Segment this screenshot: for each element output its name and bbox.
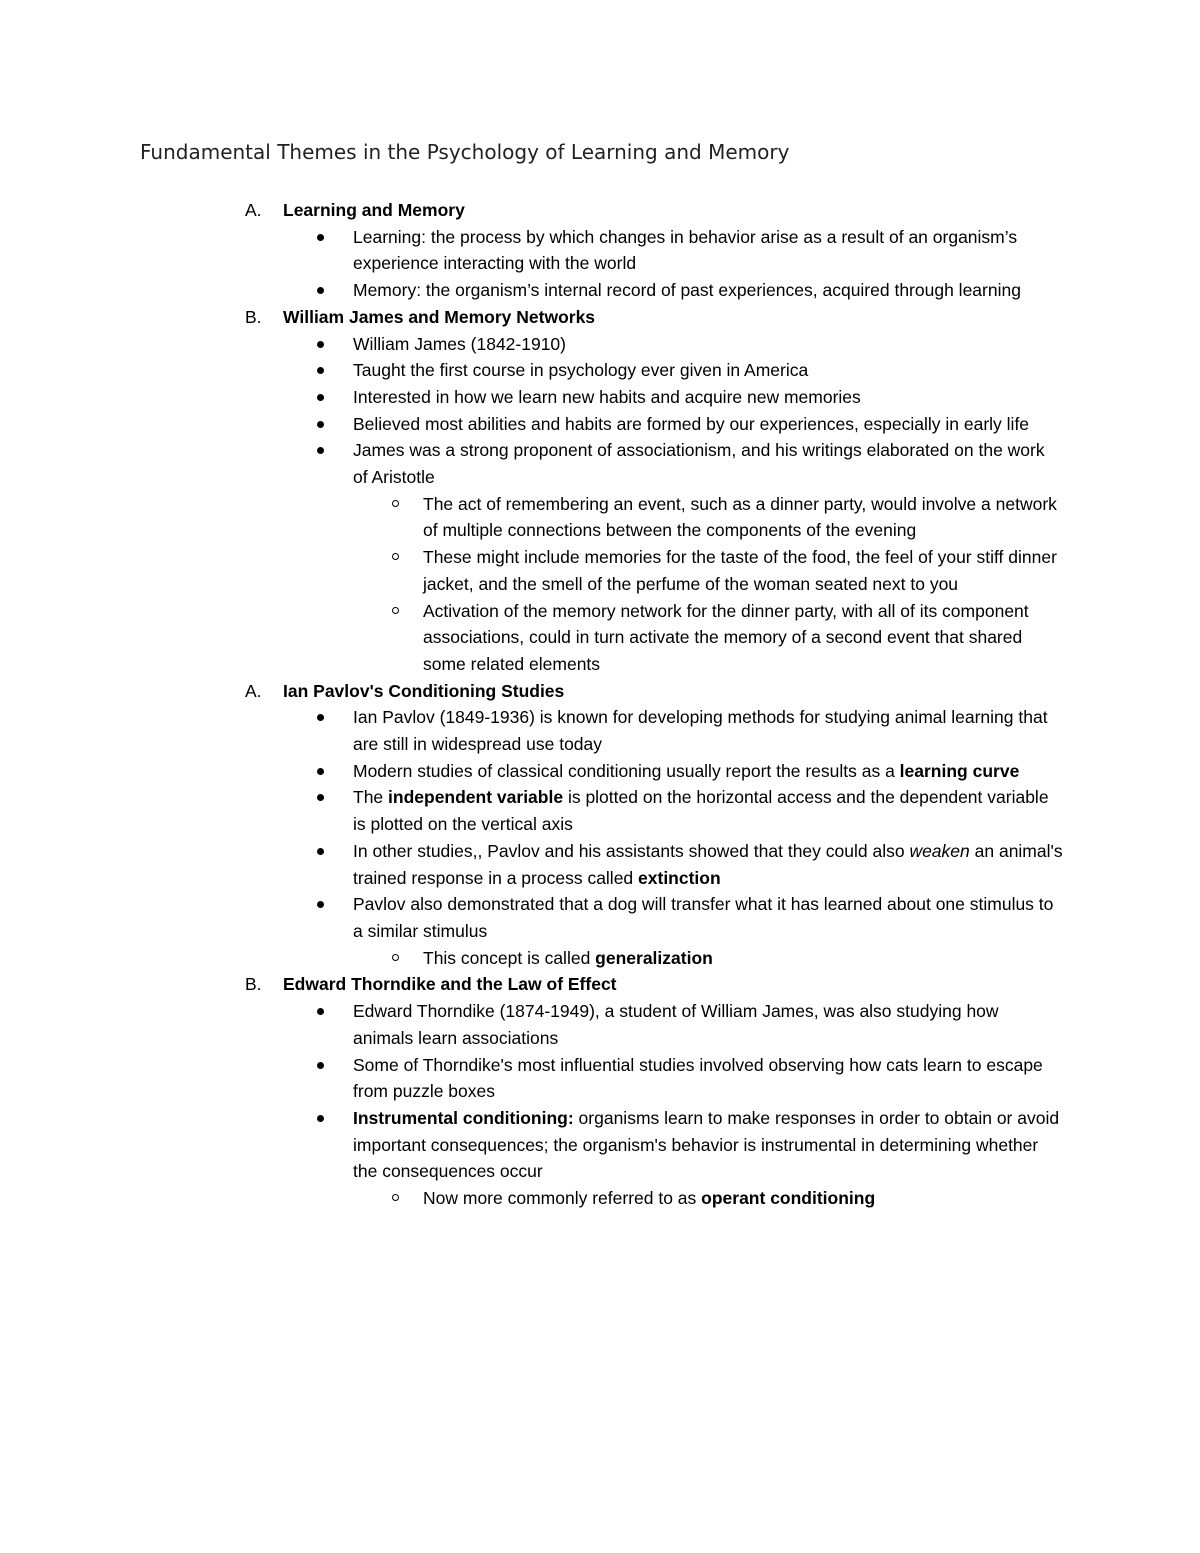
- document-body: [0, 197, 1200, 1212]
- bullet-text: In other studies,, Pavlov and his assistants showed that they could also: [353, 840, 910, 861]
- sub-bullet-item: The act of remembering an event, such as a dinner party, would involve a network of multiple connections between the components of the evening: [0, 491, 1063, 544]
- bullet-item: William James (1842-1910): [0, 331, 1063, 358]
- bullet-item: Ian Pavlov (1849-1936) is known for developing methods for studying animal learning that are still in widespread use today: [0, 704, 1063, 757]
- bullet-item: Edward Thorndike (1874-1949), a student of William James, was also studying how animals learn associations: [0, 998, 1063, 1051]
- section-letter: B.: [245, 306, 262, 327]
- italic-term: weaken: [909, 840, 970, 861]
- bullet-text: an animal's trained response in a process called: [353, 840, 1063, 888]
- section-heading: [0, 678, 1200, 705]
- bullet-text: Now more commonly referred to as: [423, 1188, 702, 1209]
- section-letter: A.: [245, 680, 262, 701]
- sub-bullet-item: Activation of the memory network for the dinner party, with all of its component associations, could in turn activate the memory of a second event that shared some related elements: [0, 598, 1063, 678]
- section-william-james: [0, 304, 1200, 678]
- section-heading: [0, 971, 1200, 998]
- bullet-text: The: [353, 787, 389, 808]
- section-learning-and-memory: [0, 197, 1200, 304]
- bullet-item: Memory: the organism’s internal record of past experiences, acquired through learning: [0, 277, 1063, 304]
- section-heading-text: Edward Thorndike and the Law of Effect: [283, 974, 617, 995]
- section-heading-text: William James and Memory Networks: [283, 306, 596, 327]
- bullet-item: Learning: the process by which changes in behavior arise as a result of an organism’s experience interacting with the world: [0, 224, 1063, 277]
- section-pavlov: [0, 678, 1200, 972]
- bullet-item: [0, 758, 1063, 785]
- bold-term: independent variable: [388, 787, 564, 808]
- bullet-item: Believed most abilities and habits are formed by our experiences, especially in early life: [0, 411, 1063, 438]
- section-letter: B.: [245, 974, 262, 995]
- bullet-text: Modern studies of classical conditioning usually report the results as a: [353, 760, 900, 781]
- section-letter: A.: [245, 200, 262, 220]
- bold-term: Instrumental conditioning:: [353, 1107, 574, 1128]
- bullet-text: This concept is called: [423, 947, 596, 968]
- sub-bullet-item: [0, 1185, 1063, 1212]
- bold-term: operant conditioning: [701, 1188, 876, 1209]
- bullet-item: Pavlov also demonstrated that a dog will transfer what it has learned about one stimulus to a similar stimulus: [0, 891, 1063, 944]
- section-heading: [0, 304, 1200, 331]
- bullet-item: Taught the first course in psychology ever given in America: [0, 357, 1063, 384]
- bullet-item: [0, 1105, 1063, 1185]
- bullet-item: James was a strong proponent of associationism, and his writings elaborated on the work of Aristotle: [0, 437, 1063, 490]
- bold-term: extinction: [638, 867, 721, 888]
- section-heading-text: Learning and Memory: [283, 200, 465, 220]
- section-heading-text: Ian Pavlov's Conditioning Studies: [283, 680, 565, 701]
- bullet-item: Some of Thorndike's most influential studies involved observing how cats learn to escape from puzzle boxes: [0, 1052, 1063, 1105]
- section-thorndike: [0, 971, 1200, 1211]
- sub-bullet-item: These might include memories for the taste of the food, the feel of your stiff dinner jacket, and the smell of the perfume of the woman seated next to you: [0, 544, 1063, 597]
- bullet-text: organisms learn to make responses in order to obtain or avoid important consequences; the organism's behavior is instrumental in determining whether the consequences occur: [353, 1107, 1060, 1182]
- bullet-item: Interested in how we learn new habits and acquire new memories: [0, 384, 1063, 411]
- bold-term: generalization: [595, 947, 713, 968]
- sub-bullet-item: [0, 945, 1063, 972]
- bold-term: learning curve: [899, 760, 1020, 781]
- bullet-item: [0, 838, 1063, 891]
- section-heading: [0, 197, 1200, 224]
- document-title: Fundamental Themes in the Psychology of Learning and Memory: [140, 140, 790, 164]
- bullet-item: [0, 784, 1063, 837]
- bullet-text: is plotted on the horizontal access and the dependent variable is plotted on the vertical axis: [353, 787, 1049, 835]
